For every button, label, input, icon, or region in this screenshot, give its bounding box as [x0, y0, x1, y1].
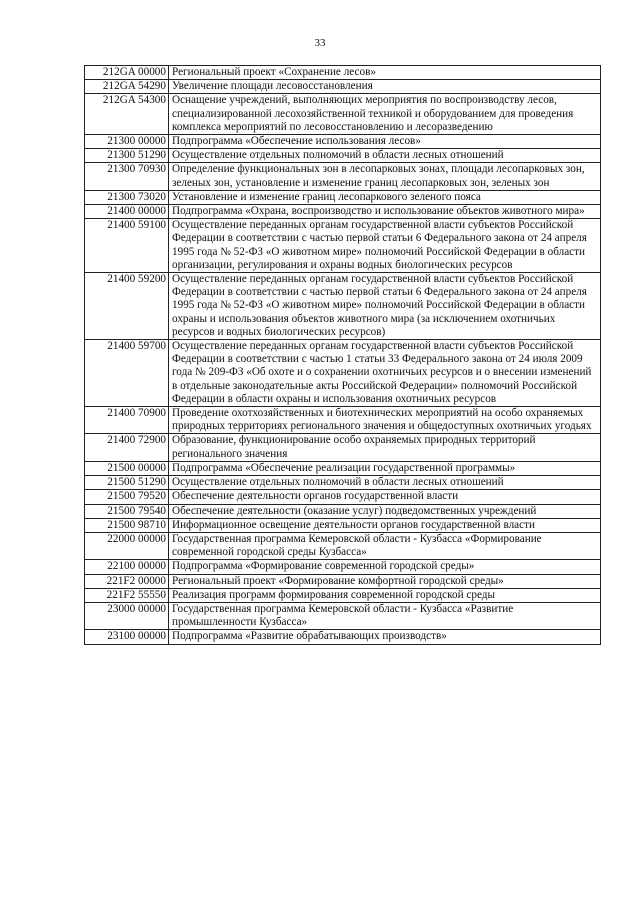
row-name: Подпрограмма «Обеспечение реализации государственной программы» — [169, 461, 601, 475]
row-name: Государственная программа Кемеровской области - Кузбасса «Развитие промышленности Кузбасса» — [169, 602, 601, 629]
table-row — [85, 504, 601, 518]
row-code: 21500 79540 — [85, 504, 169, 518]
table-row — [85, 518, 601, 532]
table-row — [85, 588, 601, 602]
table-row — [85, 149, 601, 163]
row-code: 221F2 00000 — [85, 574, 169, 588]
row-name: Региональный проект «Формирование комфортной городской среды» — [169, 574, 601, 588]
table-row — [85, 163, 601, 190]
table-row — [85, 476, 601, 490]
table-row — [85, 602, 601, 629]
row-code: 212GA 00000 — [85, 66, 169, 80]
page-number: 33 — [314, 37, 326, 49]
row-name: Государственная программа Кемеровской области - Кузбасса «Формирование современной городской среды Кузбасса» — [169, 532, 601, 559]
row-code: 23100 00000 — [85, 630, 169, 644]
row-name: Региональный проект «Сохранение лесов» — [169, 66, 601, 80]
row-code: 212GA 54300 — [85, 94, 169, 135]
row-name: Осуществление переданных органам государственной власти субъектов Российской Федерации в соответствии с частью первой статьи 6 Федерального закона от 24 апреля 1995 года № 52-ФЗ «О животном мире» полномочий Российской Федерации в области организации, регулирования и охраны водных биологических ресурсов — [169, 219, 601, 273]
row-name: Подпрограмма «Развитие обрабатывающих производств» — [169, 630, 601, 644]
row-name: Осуществление переданных органам государственной власти субъектов Российской Федерации в соответствии с частью первой статьи 6 Федерального закона от 24 апреля 1995 года № 52-ФЗ «О животном мире» полномочий Российской Федерации в области охраны и использования объектов животного мира (за исключением охотничьих ресурсов и водных биологических ресурсов) — [169, 273, 601, 340]
row-code: 21500 79520 — [85, 490, 169, 504]
row-code: 212GA 54290 — [85, 80, 169, 94]
row-code: 21300 70930 — [85, 163, 169, 190]
row-name: Подпрограмма «Охрана, воспроизводство и использование объектов животного мира» — [169, 205, 601, 219]
table-row — [85, 461, 601, 475]
table-row — [85, 407, 601, 434]
table-row — [85, 66, 601, 80]
row-code: 21500 00000 — [85, 461, 169, 475]
row-name: Реализация программ формирования современной городской среды — [169, 588, 601, 602]
row-name: Обеспечение деятельности (оказание услуг) подведомственных учреждений — [169, 504, 601, 518]
row-name: Подпрограмма «Формирование современной городской среды» — [169, 560, 601, 574]
table-body — [85, 66, 601, 645]
table-row — [85, 434, 601, 461]
row-code: 22000 00000 — [85, 532, 169, 559]
row-code: 21400 00000 — [85, 205, 169, 219]
table-row — [85, 574, 601, 588]
row-name: Осуществление отдельных полномочий в области лесных отношений — [169, 476, 601, 490]
row-code: 21400 59700 — [85, 340, 169, 407]
row-code: 221F2 55550 — [85, 588, 169, 602]
table-row — [85, 273, 601, 340]
row-code: 21300 51290 — [85, 149, 169, 163]
row-code: 21400 70900 — [85, 407, 169, 434]
row-name: Подпрограмма «Обеспечение использования лесов» — [169, 135, 601, 149]
row-name: Информационное освещение деятельности органов государственной власти — [169, 518, 601, 532]
row-code: 21500 51290 — [85, 476, 169, 490]
row-code: 21400 59200 — [85, 273, 169, 340]
table-row — [85, 205, 601, 219]
row-code: 23000 00000 — [85, 602, 169, 629]
row-name: Обеспечение деятельности органов государственной власти — [169, 490, 601, 504]
table-row — [85, 94, 601, 135]
table-row — [85, 80, 601, 94]
table-row — [85, 532, 601, 559]
row-code: 21300 73020 — [85, 190, 169, 204]
row-name: Осуществление переданных органам государственной власти субъектов Российской Федерации в соответствии с частью 1 статьи 33 Федерального закона от 24 июля 2009 года № 209-ФЗ «Об охоте и о сохранении охотничьих ресурсов и о внесении изменений в отдельные законодательные акты Российской Федерации» полномочий Российской Федерации в области охраны и использования охотничьих ресурсов — [169, 340, 601, 407]
table-row — [85, 340, 601, 407]
row-name: Осуществление отдельных полномочий в области лесных отношений — [169, 149, 601, 163]
table-row — [85, 219, 601, 273]
row-name: Установление и изменение границ лесопаркового зеленого пояса — [169, 190, 601, 204]
table-row — [85, 135, 601, 149]
row-code: 21300 00000 — [85, 135, 169, 149]
row-name: Оснащение учреждений, выполняющих мероприятия по воспроизводству лесов, специализированной лесохозяйственной техникой и оборудованием для проведения комплекса мероприятий по лесовосстановлению и лесоразведению — [169, 94, 601, 135]
row-name: Определение функциональных зон в лесопарковых зонах, площади лесопарковых зон, зеленых зон, установление и изменение границ лесопарковых зон, зеленых зон — [169, 163, 601, 190]
budget-classification-table — [84, 65, 601, 645]
row-name: Образование, функционирование особо охраняемых природных территорий регионального значения — [169, 434, 601, 461]
table-row — [85, 190, 601, 204]
row-name: Проведение охотхозяйственных и биотехнических мероприятий на особо охраняемых природных территориях регионального значения и общедоступных охотничьих угодьях — [169, 407, 601, 434]
row-code: 21400 72900 — [85, 434, 169, 461]
row-name: Увеличение площади лесовосстановления — [169, 80, 601, 94]
table-row — [85, 560, 601, 574]
row-code: 22100 00000 — [85, 560, 169, 574]
table-row — [85, 490, 601, 504]
row-code: 21500 98710 — [85, 518, 169, 532]
table-row — [85, 630, 601, 644]
row-code: 21400 59100 — [85, 219, 169, 273]
